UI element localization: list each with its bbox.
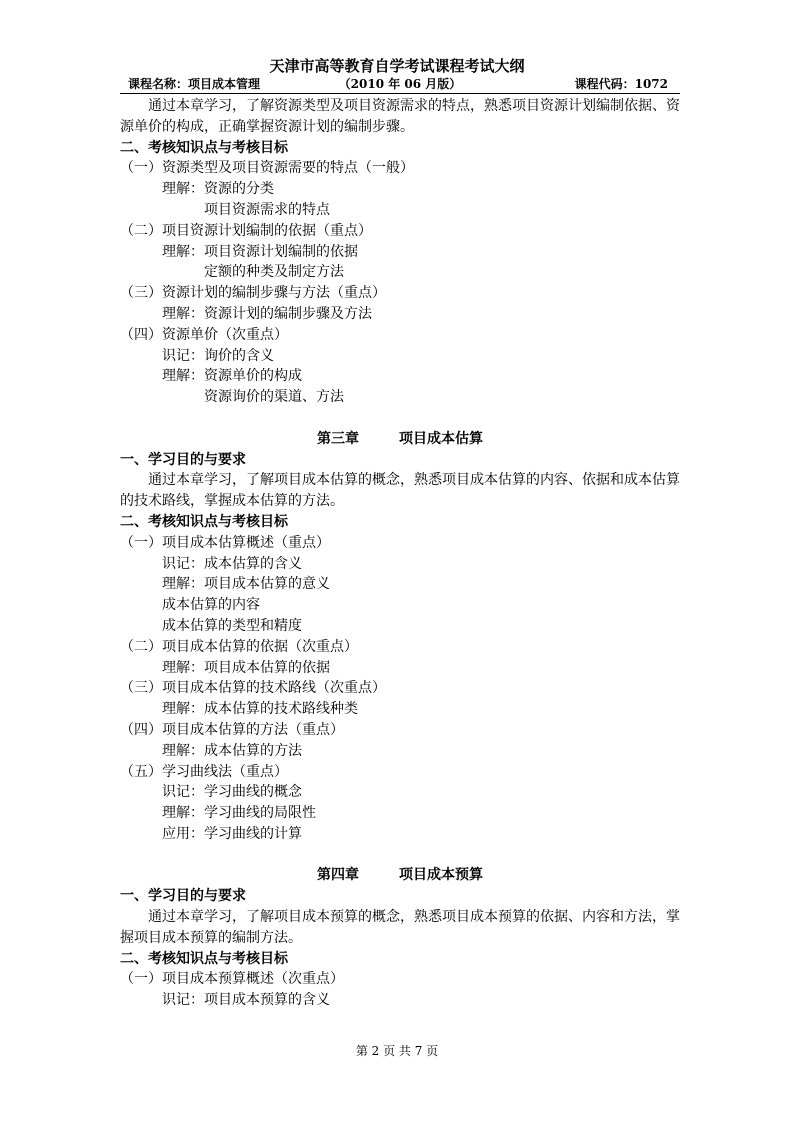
objective-item: 资源询价的渠道、方法 bbox=[204, 389, 344, 406]
objective-item: 项目资源需求的特点 bbox=[204, 201, 330, 218]
objective-item: 识记：询价的含义 bbox=[162, 347, 274, 364]
chapter-intro-paragraph: 通过本章学习，了解项目成本预算的概念，熟悉项目成本预算的依据、内容和方法，掌握项目成本预算的编制方法。 bbox=[120, 909, 680, 946]
knowledge-point: （四）资源单价（次重点） bbox=[120, 326, 288, 343]
section-heading: 二、考核知识点与考核目标 bbox=[120, 513, 288, 530]
section-heading: 二、考核知识点与考核目标 bbox=[120, 950, 288, 967]
section-heading: 一、学习目的与要求 bbox=[120, 888, 246, 905]
knowledge-point: （三）项目成本估算的技术路线（次重点） bbox=[120, 680, 386, 697]
chapter-intro-paragraph: 通过本章学习，了解资源类型及项目资源需求的特点，熟悉项目资源计划编制依据、资源单价的构成，正确掌握资源计划的编制步骤。 bbox=[120, 98, 680, 135]
edition-label: （2010 年 06 月版） bbox=[338, 77, 462, 91]
document-title: 天津市高等教育自学考试课程考试大纲 bbox=[269, 57, 525, 75]
objective-item: 识记：学习曲线的概念 bbox=[162, 784, 302, 801]
chapter-heading bbox=[120, 429, 680, 450]
objective-item: 成本估算的内容 bbox=[162, 597, 260, 614]
objective-item: 理解：项目成本估算的依据 bbox=[162, 659, 330, 676]
chapter-heading bbox=[120, 865, 680, 886]
objective-item: 理解：资源计划的编制步骤及方法 bbox=[162, 305, 372, 322]
header-divider bbox=[120, 93, 680, 94]
page-number: 第 2 页 共 7 页 bbox=[355, 1044, 439, 1058]
objective-item: 理解：项目成本估算的意义 bbox=[162, 576, 330, 593]
chapter-title: 项目成本预算 bbox=[399, 867, 483, 884]
chapter-title: 项目成本估算 bbox=[399, 430, 483, 447]
knowledge-point: （五）学习曲线法（重点） bbox=[120, 763, 288, 780]
chapter-number: 第四章 bbox=[317, 867, 359, 884]
objective-item: 理解：学习曲线的局限性 bbox=[162, 805, 316, 822]
course-name: 课程名称：项目成本管理 bbox=[128, 77, 261, 91]
objective-item: 理解：项目资源计划编制的依据 bbox=[162, 243, 358, 260]
document-body bbox=[120, 96, 680, 1011]
page-header bbox=[120, 76, 680, 94]
objective-item: 定额的种类及制定方法 bbox=[204, 264, 344, 281]
knowledge-point: （一）资源类型及项目资源需要的特点（一般） bbox=[120, 160, 414, 177]
knowledge-point: （三）资源计划的编制步骤与方法（重点） bbox=[120, 285, 386, 302]
objective-item: 应用：学习曲线的计算 bbox=[162, 825, 302, 842]
objective-item: 理解：成本估算的技术路线种类 bbox=[162, 701, 358, 718]
section-heading: 一、学习目的与要求 bbox=[120, 451, 246, 468]
objective-item: 理解：资源的分类 bbox=[162, 181, 274, 198]
chapter-intro-paragraph: 通过本章学习，了解项目成本估算的概念，熟悉项目成本估算的内容、依据和成本估算的技术路线，掌握成本估算的方法。 bbox=[120, 472, 680, 510]
knowledge-point: （一）项目成本预算概述（次重点） bbox=[120, 971, 344, 988]
objective-item: 成本估算的类型和精度 bbox=[162, 617, 302, 634]
objective-item: 识记：成本估算的含义 bbox=[162, 555, 302, 572]
knowledge-point: （四）项目成本估算的方法（重点） bbox=[120, 721, 344, 738]
objective-item: 理解：资源单价的构成 bbox=[162, 368, 302, 385]
knowledge-point: （一）项目成本估算概述（重点） bbox=[120, 534, 330, 551]
chapter-number: 第三章 bbox=[317, 430, 359, 447]
section-heading: 二、考核知识点与考核目标 bbox=[120, 139, 288, 156]
knowledge-point: （二）项目资源计划编制的依据（重点） bbox=[120, 222, 372, 239]
knowledge-point: （二）项目成本估算的依据（次重点） bbox=[120, 638, 358, 655]
course-code: 课程代码：1072 bbox=[574, 77, 668, 91]
objective-item: 识记：项目成本预算的含义 bbox=[162, 992, 330, 1009]
objective-item: 理解：成本估算的方法 bbox=[162, 742, 302, 759]
